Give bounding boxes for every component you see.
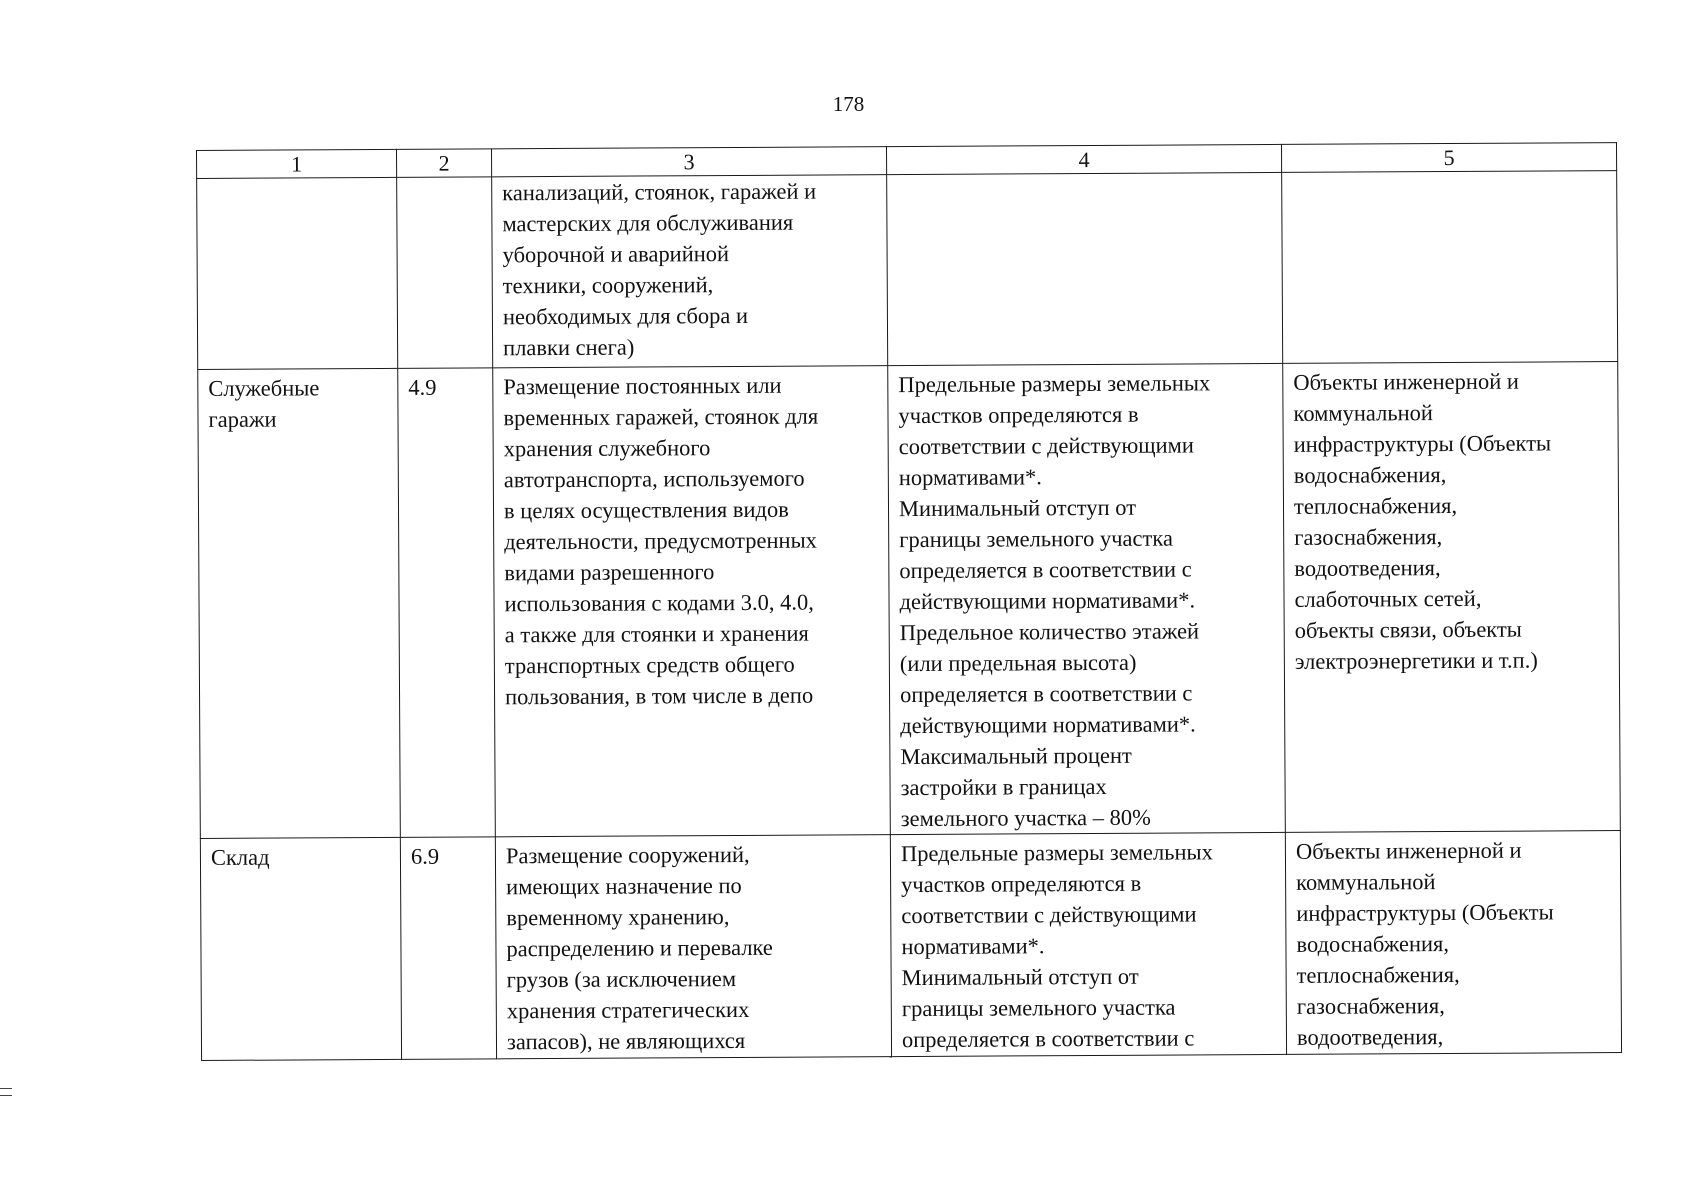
cell-line: Минимальный отступ от bbox=[898, 494, 1137, 522]
cell-line: грузов (за исключением bbox=[506, 965, 737, 993]
cell-line: электроэнергетики и т.п.) bbox=[1294, 647, 1538, 674]
cell-line: газоснабжения, bbox=[1296, 993, 1445, 1019]
cell-description bbox=[495, 835, 891, 1059]
cell-line: водоснабжения, bbox=[1296, 931, 1450, 957]
cell-line: необходимых для сбора и bbox=[502, 302, 749, 330]
cell-line: уборочной и аварийной bbox=[502, 241, 730, 268]
land-use-table-wrapper bbox=[196, 142, 1621, 1055]
cell-line: видами разрешенного bbox=[504, 559, 715, 586]
cell-line: временному хранению, bbox=[506, 904, 730, 931]
cell-description bbox=[492, 175, 888, 368]
cell-line: мастерских для обслуживания bbox=[502, 209, 794, 237]
cell-line: Склад bbox=[210, 844, 270, 870]
cell-line: коммунальной bbox=[1293, 400, 1433, 426]
cell-line: нормативами*. bbox=[901, 933, 1045, 960]
cell-auxiliary bbox=[1282, 171, 1618, 364]
cell-line: имеющих назначение по bbox=[506, 872, 742, 900]
cell-parameters bbox=[887, 172, 1283, 365]
table-row-service-garages bbox=[198, 362, 1621, 839]
cell-line: Размещение сооружений, bbox=[505, 841, 750, 869]
cell-code bbox=[397, 177, 493, 369]
cell-auxiliary bbox=[1283, 362, 1621, 833]
cell-line: водоотведения, bbox=[1294, 555, 1441, 581]
cell-line: Объекты инженерной и bbox=[1293, 368, 1519, 395]
cell-line: водоснабжения, bbox=[1293, 462, 1447, 488]
cell-description bbox=[493, 366, 891, 837]
cell-line: участков определяются в bbox=[898, 401, 1139, 429]
cell-line: действующими нормативами*. bbox=[900, 711, 1196, 739]
cell-line: нормативами*. bbox=[898, 464, 1042, 491]
page-number: 178 bbox=[832, 92, 865, 116]
cell-line: действующими нормативами*. bbox=[899, 587, 1196, 615]
cell-line: границы земельного участка bbox=[899, 525, 1173, 553]
cell-auxiliary bbox=[1285, 831, 1621, 1055]
table-row-continuation bbox=[197, 171, 1618, 370]
cell-name bbox=[200, 837, 401, 1060]
cell-line: коммунальной bbox=[1296, 869, 1436, 895]
cell-line: временных гаражей, стоянок для bbox=[503, 403, 819, 431]
cell-line: инфраструктуры (Объекты bbox=[1293, 430, 1552, 457]
cell-line: объекты связи, объекты bbox=[1294, 616, 1522, 643]
cell-parameters bbox=[888, 363, 1286, 834]
cell-code bbox=[398, 368, 496, 838]
cell-line: соответствии с действующими bbox=[898, 432, 1194, 460]
cell-line: Максимальный процент bbox=[900, 742, 1132, 770]
cell-parameters bbox=[890, 832, 1286, 1056]
cell-line: распределению и перевалке bbox=[506, 934, 773, 962]
cell-line: слаботочных сетей, bbox=[1294, 585, 1482, 612]
cell-line: 6.9 bbox=[410, 843, 440, 869]
cell-code bbox=[400, 837, 496, 1060]
cell-line: транспортных средств общего bbox=[504, 651, 795, 679]
cell-line: земельного участка – 80% bbox=[900, 804, 1151, 832]
cell-line: Минимальный отступ от bbox=[901, 963, 1139, 991]
cell-line: а также для стоянки и хранения bbox=[504, 620, 809, 648]
header-col-2: 2 bbox=[396, 149, 491, 178]
cell-line: соответствии с действующими bbox=[901, 901, 1197, 929]
cell-line: автотранспорта, используемого bbox=[503, 465, 805, 493]
cell-line: водоотведения, bbox=[1296, 1024, 1444, 1050]
cell-line: 4.9 bbox=[408, 374, 437, 400]
cell-line: гаражи bbox=[208, 406, 277, 432]
cell-line: плавки снега) bbox=[503, 334, 635, 361]
cell-line: определяется в соответствии с bbox=[899, 680, 1193, 708]
table-row-warehouse bbox=[200, 831, 1621, 1061]
cell-line: в целях осуществления видов bbox=[503, 496, 789, 524]
land-use-table bbox=[196, 142, 1622, 1061]
cell-name bbox=[197, 177, 398, 369]
cell-line: определяется в соответствии с bbox=[901, 1025, 1195, 1053]
header-col-4: 4 bbox=[886, 144, 1281, 174]
cell-name bbox=[198, 368, 401, 838]
cell-line: (или предельная высота) bbox=[899, 649, 1137, 677]
cell-line: Служебные bbox=[208, 375, 320, 401]
cell-line: участков определяются в bbox=[901, 870, 1142, 898]
cell-line: запасов), не являющихся bbox=[506, 1027, 746, 1055]
cell-line: Размещение постоянных или bbox=[503, 372, 782, 400]
cell-line: теплоснабжения, bbox=[1293, 492, 1458, 519]
cell-line: пользования, в том числе в депо bbox=[504, 682, 814, 710]
cell-line: инфраструктуры (Объекты bbox=[1296, 899, 1554, 926]
cell-line: деятельности, предусмотренных bbox=[504, 527, 817, 555]
header-col-1: 1 bbox=[197, 149, 397, 178]
cell-line: Предельные размеры земельных bbox=[900, 839, 1213, 867]
header-col-5: 5 bbox=[1281, 143, 1616, 173]
cell-line: использования с кодами 3.0, 4.0, bbox=[504, 589, 814, 617]
cell-line: хранения служебного bbox=[503, 435, 711, 462]
cell-line: хранения стратегических bbox=[506, 996, 750, 1024]
cell-line: определяется в соответствии с bbox=[899, 556, 1192, 584]
cell-line: теплоснабжения, bbox=[1296, 961, 1460, 988]
cell-line: застройки в границах bbox=[900, 773, 1107, 801]
scan-edge-mark bbox=[0, 1088, 12, 1096]
cell-line: границы земельного участка bbox=[901, 994, 1176, 1022]
cell-line: Объекты инженерной и bbox=[1295, 837, 1522, 864]
header-col-3: 3 bbox=[491, 147, 886, 177]
cell-line: Предельное количество этажей bbox=[899, 618, 1200, 646]
cell-line: канализаций, стоянок, гаражей и bbox=[502, 178, 817, 206]
cell-line: техники, сооружений, bbox=[502, 272, 714, 299]
cell-line: газоснабжения, bbox=[1294, 524, 1443, 550]
cell-line: Предельные размеры земельных bbox=[898, 370, 1211, 398]
